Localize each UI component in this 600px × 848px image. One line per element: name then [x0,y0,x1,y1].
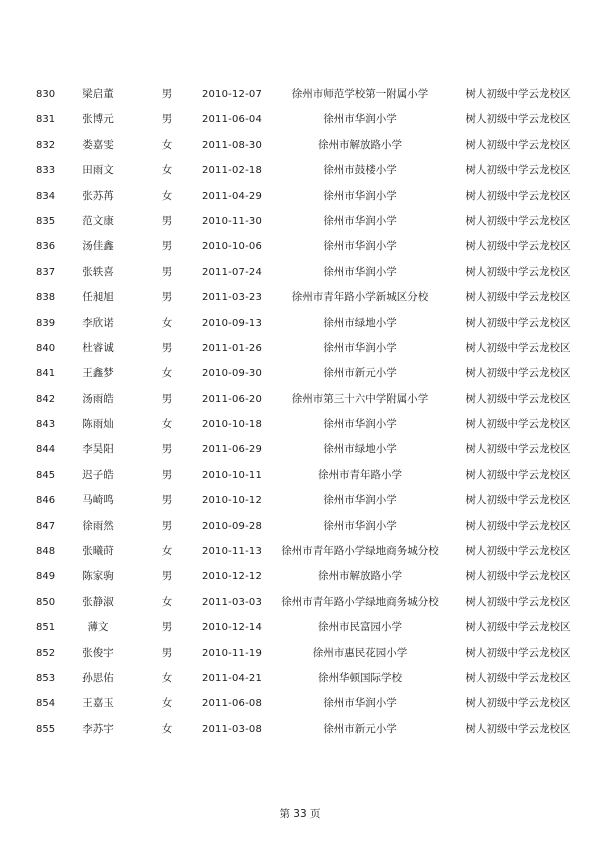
table-row [0,209,600,234]
table-row [0,666,600,691]
row-number: 850 [36,596,56,608]
student-gender: 女 [161,545,173,558]
row-number: 849 [36,571,56,583]
student-gender: 女 [161,164,173,177]
table-row [0,361,600,386]
birth-date: 2011-01-26 [201,342,263,354]
primary-school: 徐州市绿地小学 [323,316,397,329]
student-name: 王鑫梦 [82,367,114,380]
table-row [0,437,600,462]
row-number: 840 [36,342,56,354]
row-number: 839 [36,317,56,329]
admitted-school: 树人初级中学云龙校区 [465,240,571,253]
student-name: 李欣诺 [82,316,114,329]
student-name: 任昶旭 [82,291,114,304]
table-row [0,82,600,107]
admitted-school: 树人初级中学云龙校区 [465,671,571,684]
row-number: 845 [36,469,56,481]
primary-school: 徐州市师范学校第一附属小学 [291,88,429,100]
birth-date: 2010-12-12 [201,571,263,583]
admitted-school: 树人初级中学云龙校区 [465,621,571,634]
student-name: 梁启董 [82,88,114,100]
birth-date: 2010-10-11 [201,469,263,481]
birth-date: 2011-03-03 [201,596,263,608]
student-gender: 女 [161,367,173,380]
student-name: 范文康 [82,214,114,227]
student-name: 张博元 [82,113,114,126]
birth-date: 2010-09-28 [201,520,263,532]
birth-date: 2010-10-18 [201,419,263,431]
row-number: 838 [36,292,56,304]
row-number: 835 [36,215,56,227]
birth-date: 2011-03-08 [201,723,263,735]
birth-date: 2011-04-21 [201,672,263,684]
admitted-school: 树人初级中学云龙校区 [465,189,571,202]
admitted-school: 树人初级中学云龙校区 [465,468,571,481]
student-name: 陈雨灿 [82,418,114,431]
row-number: 833 [36,165,56,177]
table-row [0,514,600,539]
student-name: 张静淑 [82,595,114,608]
table-row [0,691,600,716]
primary-school: 徐州市华润小学 [323,519,397,532]
student-gender: 女 [161,418,173,431]
primary-school: 徐州市青年路小学绿地商务城分校 [281,595,439,608]
student-gender: 男 [161,341,173,354]
student-gender: 女 [161,671,173,684]
table-row [0,107,600,132]
primary-school: 徐州市华润小学 [323,341,397,354]
row-number: 841 [36,368,56,380]
table-row [0,488,600,513]
student-name: 李苏宇 [82,722,114,735]
student-gender: 男 [161,240,173,253]
student-name: 田雨文 [82,164,114,177]
admitted-school: 树人初级中学云龙校区 [465,265,571,278]
admitted-school: 树人初级中学云龙校区 [465,214,571,227]
admitted-school: 树人初级中学云龙校区 [465,545,571,558]
birth-date: 2010-11-13 [201,546,263,558]
primary-school: 徐州市鼓楼小学 [323,164,397,177]
admitted-school: 树人初级中学云龙校区 [465,646,571,659]
table-row [0,260,600,285]
row-number: 847 [36,520,56,532]
admitted-school: 树人初级中学云龙校区 [465,418,571,431]
row-number: 844 [36,444,56,456]
student-name: 张曦莳 [82,545,114,558]
admitted-school: 树人初级中学云龙校区 [465,367,571,380]
admitted-school: 树人初级中学云龙校区 [465,138,571,151]
student-gender: 男 [161,468,173,481]
table-row [0,539,600,564]
row-number: 842 [36,393,56,405]
table-row [0,463,600,488]
birth-date: 2011-03-23 [201,292,263,304]
student-name: 汤佳鑫 [82,240,114,253]
student-gender: 男 [161,519,173,532]
birth-date: 2010-11-30 [201,215,263,227]
student-gender: 女 [161,722,173,735]
table-row [0,590,600,615]
student-gender: 男 [161,443,173,456]
admitted-school: 树人初级中学云龙校区 [465,722,571,735]
student-gender: 男 [161,494,173,507]
birth-date: 2011-04-29 [201,190,263,202]
primary-school: 徐州市解放路小学 [318,138,402,151]
primary-school: 徐州市华润小学 [323,697,397,710]
student-gender: 男 [161,113,173,126]
student-name: 李昊阳 [82,443,114,456]
table-row [0,311,600,336]
student-gender: 女 [161,189,173,202]
page-number: 第 33 页 [279,808,321,820]
row-number: 836 [36,241,56,253]
student-name: 汤雨皓 [82,392,114,405]
student-gender: 女 [161,316,173,329]
row-number: 843 [36,419,56,431]
primary-school: 徐州市民富园小学 [318,621,402,634]
primary-school: 徐州市第三十六中学附属小学 [291,392,429,405]
student-gender: 男 [161,392,173,405]
student-name: 迟子皓 [82,468,114,481]
primary-school: 徐州市华润小学 [323,214,397,227]
student-name: 王嘉玉 [82,697,114,710]
admitted-school: 树人初级中学云龙校区 [465,570,571,583]
primary-school: 徐州市华润小学 [323,418,397,431]
admitted-school: 树人初级中学云龙校区 [465,291,571,304]
row-number: 831 [36,114,56,126]
student-gender: 女 [161,697,173,710]
birth-date: 2010-09-13 [201,317,263,329]
admitted-school: 树人初级中学云龙校区 [465,341,571,354]
student-name: 孙思佑 [82,671,114,684]
table-row [0,133,600,158]
table-row [0,564,600,589]
student-gender: 男 [161,570,173,583]
student-name: 张俊宇 [82,646,114,659]
primary-school: 徐州市新元小学 [323,722,397,735]
student-name: 徐雨然 [82,519,114,532]
primary-school: 徐州市华润小学 [323,494,397,507]
student-gender: 男 [161,88,173,100]
birth-date: 2011-08-30 [201,139,263,151]
primary-school: 徐州市华润小学 [323,189,397,202]
student-gender: 男 [161,291,173,304]
birth-date: 2011-06-08 [201,698,263,710]
primary-school: 徐州市华润小学 [323,240,397,253]
student-gender: 男 [161,621,173,634]
student-name: 娄嘉雯 [82,138,114,151]
row-number: 832 [36,139,56,151]
student-gender: 女 [161,138,173,151]
primary-school: 徐州市青年路小学新城区分校 [291,291,429,304]
admitted-school: 树人初级中学云龙校区 [465,164,571,177]
primary-school: 徐州华顿国际学校 [318,671,402,684]
row-number: 851 [36,622,56,634]
student-roster-table [0,82,600,742]
table-row [0,285,600,310]
admitted-school: 树人初级中学云龙校区 [465,494,571,507]
primary-school: 徐州市惠民花园小学 [312,646,408,659]
admitted-school: 树人初级中学云龙校区 [465,595,571,608]
primary-school: 徐州市解放路小学 [318,570,402,583]
primary-school: 徐州市绿地小学 [323,443,397,456]
row-number: 853 [36,672,56,684]
table-row [0,615,600,640]
row-number: 848 [36,546,56,558]
birth-date: 2010-10-06 [201,241,263,253]
row-number: 830 [36,89,56,100]
table-row [0,717,600,742]
student-gender: 女 [161,595,173,608]
student-gender: 男 [161,214,173,227]
birth-date: 2010-12-07 [201,89,263,100]
row-number: 834 [36,190,56,202]
student-name: 马崎鸣 [82,494,114,507]
row-number: 846 [36,495,56,507]
row-number: 854 [36,698,56,710]
birth-date: 2011-02-18 [201,165,263,177]
birth-date: 2011-06-20 [201,393,263,405]
table-row [0,184,600,209]
table-row [0,387,600,412]
student-name: 张轶喜 [82,265,114,278]
birth-date: 2010-09-30 [201,368,263,380]
admitted-school: 树人初级中学云龙校区 [465,88,571,100]
primary-school: 徐州市新元小学 [323,367,397,380]
admitted-school: 树人初级中学云龙校区 [465,113,571,126]
student-name: 陈家驹 [82,570,114,583]
row-number: 837 [36,266,56,278]
primary-school: 徐州市青年路小学绿地商务城分校 [281,545,439,558]
birth-date: 2011-07-24 [201,266,263,278]
admitted-school: 树人初级中学云龙校区 [465,316,571,329]
admitted-school: 树人初级中学云龙校区 [465,443,571,456]
admitted-school: 树人初级中学云龙校区 [465,519,571,532]
student-name: 杜睿诚 [82,341,114,354]
birth-date: 2010-10-12 [201,495,263,507]
row-number: 855 [36,723,56,735]
student-name: 薄文 [87,621,109,634]
table-row [0,234,600,259]
birth-date: 2010-11-19 [201,647,263,659]
table-row [0,158,600,183]
table-row [0,641,600,666]
student-gender: 男 [161,646,173,659]
birth-date: 2011-06-29 [201,444,263,456]
primary-school: 徐州市华润小学 [323,265,397,278]
table-row [0,412,600,437]
row-number: 852 [36,647,56,659]
admitted-school: 树人初级中学云龙校区 [465,392,571,405]
student-gender: 男 [161,265,173,278]
table-row [0,336,600,361]
birth-date: 2010-12-14 [201,622,263,634]
birth-date: 2011-06-04 [201,114,263,126]
student-name: 张苏苒 [82,189,114,202]
primary-school: 徐州市华润小学 [323,113,397,126]
primary-school: 徐州市青年路小学 [318,468,402,481]
admitted-school: 树人初级中学云龙校区 [465,697,571,710]
